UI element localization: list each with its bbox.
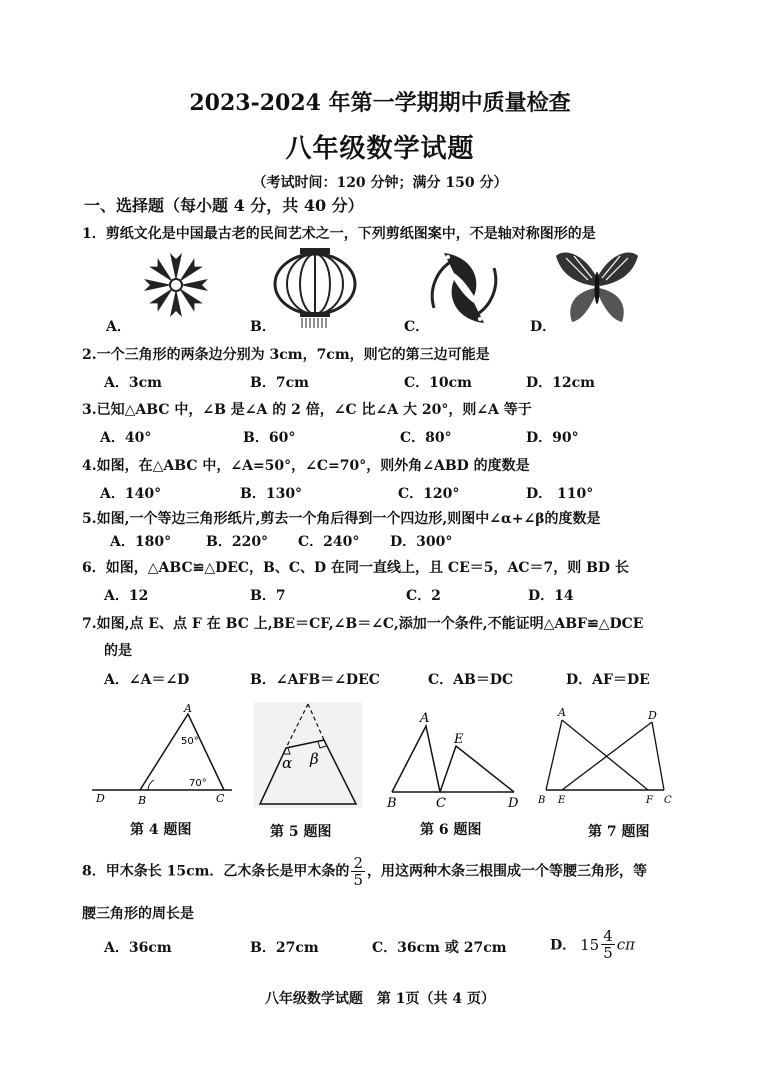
q4-option-c[interactable]: C．120° xyxy=(398,486,460,502)
fig5-beta: β xyxy=(310,750,319,768)
q8-option-d-whole: 15 xyxy=(580,935,600,954)
fig4-label-b: B xyxy=(138,794,147,807)
q8-optd-den: 5 xyxy=(603,944,613,962)
fig6-label-c: C xyxy=(436,796,446,811)
section-heading: 一、选择题（每小题 4 分，共 40 分） xyxy=(84,196,364,215)
exam-subtitle: 八年级数学试题 xyxy=(285,134,475,164)
question-6-text: 6．如图，△ABC≌△DEC，B、C、D 在同一直线上，且 CE＝5，AC＝7，则 BD 长 xyxy=(82,560,629,576)
q8-text-part1: 8．甲木条长 15cm．乙木条长是甲木条的 xyxy=(82,863,350,880)
q3-option-a[interactable]: A．40° xyxy=(100,430,152,446)
fig4-label-d: D xyxy=(96,792,105,805)
q2-option-d[interactable]: D．12cm xyxy=(526,375,595,391)
butterfly-papercut-icon xyxy=(554,248,640,328)
q8-option-d-fraction xyxy=(601,928,615,961)
figure-5-caption: 第 5 题图 xyxy=(270,824,332,840)
fig4-angle-a: 50° xyxy=(181,736,199,747)
q2-option-c[interactable]: C．10cm xyxy=(404,375,472,391)
question-8-text-line2: 腰三角形的周长是 xyxy=(82,906,194,922)
q7-option-b[interactable]: B．∠AFB＝∠DEC xyxy=(250,672,380,688)
q8-fraction xyxy=(351,855,365,888)
fig4-label-c: C xyxy=(216,792,225,805)
page-footer: 八年级数学试题 第 1页（共 4 页） xyxy=(264,991,496,1007)
koi-fish-papercut-icon xyxy=(424,248,504,328)
figure-5-triangle xyxy=(254,702,362,808)
lantern-papercut-icon xyxy=(270,246,360,330)
question-2-text: 2.一个三角形的两条边分别为 3cm，7cm，则它的第三边可能是 xyxy=(82,347,490,363)
fig7-label-f: F xyxy=(646,795,653,806)
fig7-label-d: D xyxy=(648,709,657,722)
q5-option-c[interactable]: C．240° xyxy=(298,534,360,550)
q2-option-a[interactable]: A．3cm xyxy=(104,375,162,391)
q3-option-b[interactable]: B．60° xyxy=(243,430,296,446)
fig6-label-e: E xyxy=(454,732,464,747)
exam-title: 2023-2024 年第一学期期中质量检查 xyxy=(189,90,571,116)
q1-option-b[interactable]: B． xyxy=(250,319,276,335)
q6-option-a[interactable]: A．12 xyxy=(104,588,149,604)
q4-option-a[interactable]: A．140° xyxy=(100,486,162,502)
figure-7-caption: 第 7 题图 xyxy=(588,824,650,840)
question-8-text xyxy=(82,855,647,888)
fig6-label-b: B xyxy=(387,796,397,811)
q8-option-d[interactable] xyxy=(550,928,635,961)
figure-4-caption: 第 4 题图 xyxy=(130,822,192,838)
fig7-label-c: C xyxy=(664,795,672,806)
question-4-text: 4.如图，在△ABC 中，∠A=50°，∠C=70°，则外角∠ABD 的度数是 xyxy=(82,458,530,474)
q1-option-d[interactable]: D． xyxy=(530,319,557,335)
fig6-label-d: D xyxy=(508,796,519,811)
q7-option-c[interactable]: C．AB＝DC xyxy=(428,672,514,688)
q8-option-d-label: D． xyxy=(550,937,577,954)
fig5-alpha: α xyxy=(282,754,293,772)
q6-option-b[interactable]: B．7 xyxy=(250,588,286,604)
question-7-text-line2: 的是 xyxy=(104,643,132,659)
exam-info: （考试时间：120 分钟；满分 150 分） xyxy=(252,175,508,191)
q8-option-b[interactable]: B．27cm xyxy=(250,940,319,956)
q8-text-part2: ，用这两种木条三根围成一个等腰三角形，等 xyxy=(366,863,647,880)
q6-option-d[interactable]: D．14 xyxy=(528,588,574,604)
q3-option-d[interactable]: D．90° xyxy=(526,430,579,446)
q8-optd-num: 4 xyxy=(603,927,613,945)
q8-frac-den: 5 xyxy=(353,871,363,889)
q7-option-d[interactable]: D．AF＝DE xyxy=(566,672,650,688)
q4-option-d[interactable]: D． 110° xyxy=(526,486,594,502)
q5-option-d[interactable]: D．300° xyxy=(390,534,453,550)
fig4-label-a: A xyxy=(184,704,192,715)
fig7-label-a: A xyxy=(558,706,566,719)
fig7-label-b: B xyxy=(538,795,546,806)
question-7-text: 7.如图,点 E、点 F 在 BC 上,BE＝CF,∠B＝∠C,添加一个条件,不能证明△ABF≌△DCE xyxy=(82,616,644,632)
q8-option-c[interactable]: C．36cm 或 27cm xyxy=(372,940,507,956)
q1-option-c[interactable]: C． xyxy=(404,319,430,335)
q7-option-a[interactable]: A．∠A＝∠D xyxy=(104,672,190,688)
flower-papercut-icon xyxy=(126,250,226,320)
fig4-angle-c: 70° xyxy=(189,778,207,789)
q5-option-b[interactable]: B．220° xyxy=(206,534,269,550)
q1-option-a[interactable]: A． xyxy=(106,319,131,335)
q3-option-c[interactable]: C．80° xyxy=(400,430,452,446)
q8-frac-num: 2 xyxy=(353,854,363,872)
figure-7-trapezoid xyxy=(534,704,680,810)
q8-option-d-tail: cπ xyxy=(616,935,636,954)
figure-4-triangle xyxy=(92,704,237,810)
q2-option-b[interactable]: B．7cm xyxy=(250,375,309,391)
question-1-text: 1．剪纸文化是中国最古老的民间艺术之一，下列剪纸图案中，不是轴对称图形的是 xyxy=(82,226,596,242)
q5-option-a[interactable]: A．180° xyxy=(110,534,172,550)
q8-option-a[interactable]: A．36cm xyxy=(104,940,172,956)
q6-option-c[interactable]: C．2 xyxy=(406,588,441,604)
figure-6-caption: 第 6 题图 xyxy=(420,822,482,838)
question-3-text: 3.已知△ABC 中，∠B 是∠A 的 2 倍，∠C 比∠A 大 20°，则∠A 等于 xyxy=(82,402,532,418)
fig7-label-e: E xyxy=(558,795,566,806)
q4-option-b[interactable]: B．130° xyxy=(240,486,303,502)
question-5-text: 5.如图,一个等边三角形纸片,剪去一个角后得到一个四边形,则图中∠α+∠β的度数是 xyxy=(82,511,601,527)
figure-6-triangles xyxy=(384,706,524,812)
fig6-label-a: A xyxy=(420,711,430,726)
